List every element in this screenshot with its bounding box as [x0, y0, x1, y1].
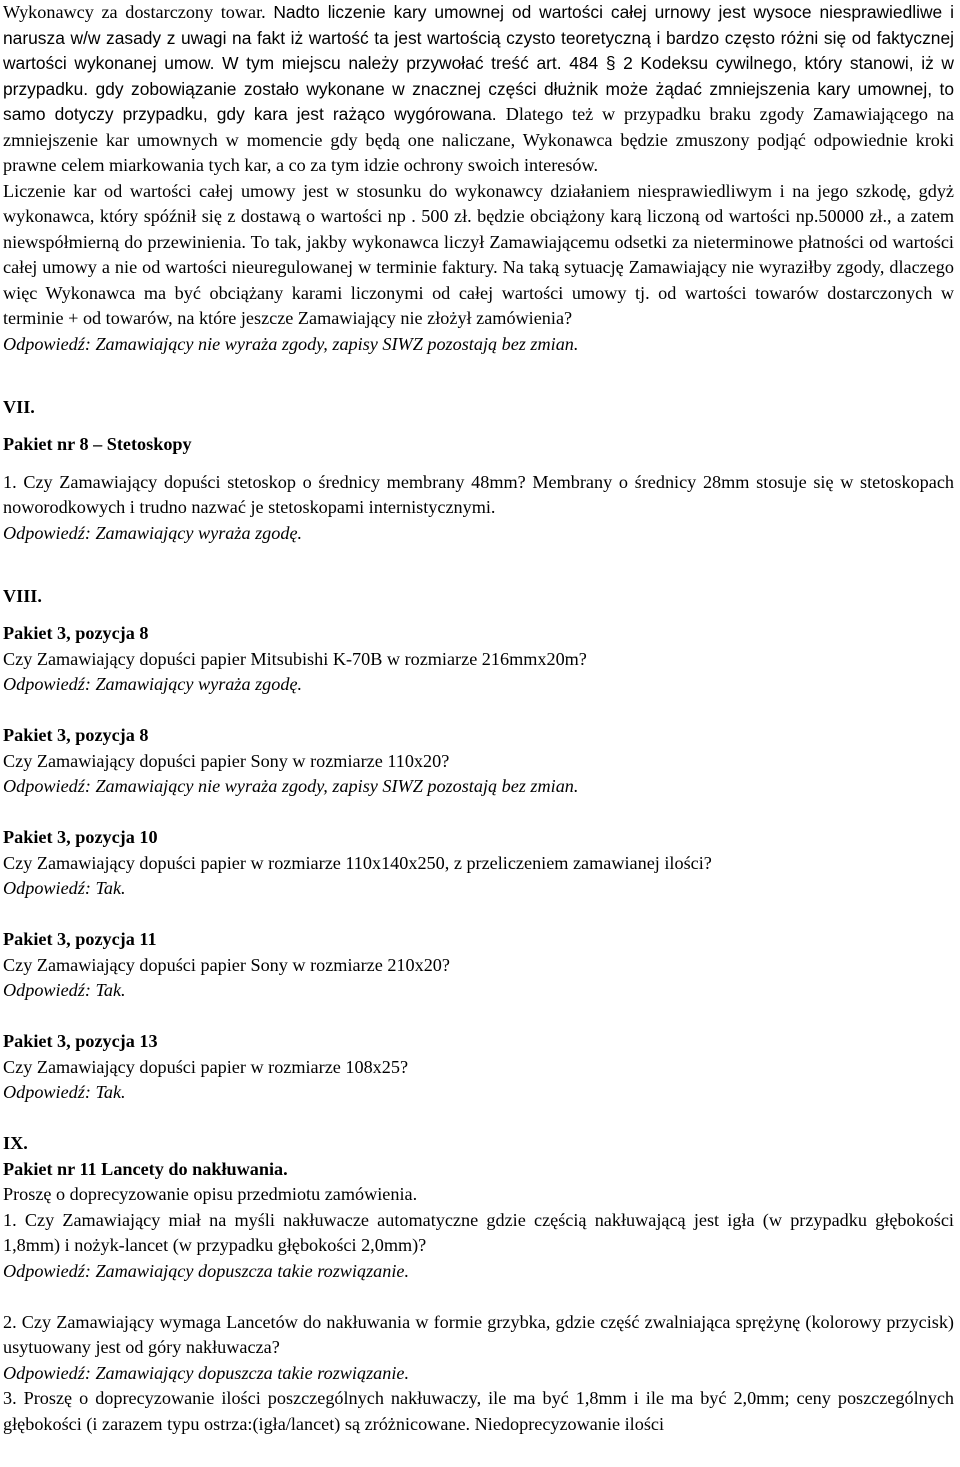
answer-text: Odpowiedź: Zamawiający wyraża zgodę.: [3, 674, 303, 694]
text-run: To tak, jakby wykonawca liczył Zamawiającemu odsetki za nieterminowe płatności od wartości całej umowy a nie od wartości nieuregulowanej w terminie faktury.: [3, 231, 954, 277]
spacer: [3, 546, 954, 572]
spacer: [3, 902, 954, 928]
question-text: 2. Czy Zamawiający wymaga Lancetów do nakłuwania w formie grzybka, gdzie część zwalniająca sprężynę (kolorowy przycisk) usytuowany jest od góry nakłuwacza?: [3, 1311, 954, 1357]
text-run-sans: Nadto liczenie kary umownej od wartości całej urnowy jest wysoce niesprawiedliwe i narusza w/w zasady z uwagi na fakt iż wartość ta jest wartością czysto teoretyczną i bardzo często różni się od faktycznej wartości wykonanej umow. W tym miejscu należy przywołać treść art. 484 § 2 Kodeksu cywilnego, który stanowi, iż w przypadku.: [3, 2, 954, 99]
qa-item: [3, 723, 954, 800]
question-text: Czy Zamawiający dopuści papier Mitsubishi K-70B w rozmiarze 216mmx20m?: [3, 648, 587, 669]
text-run: 1. Czy Zamawiający dopuści stetoskop o średnicy membrany 48mm?: [3, 471, 533, 492]
item-title: Pakiet 3, pozycja 11: [3, 929, 157, 949]
section-numeral: IX.: [3, 1133, 28, 1153]
text-run: Membrany o średnicy 28mm stosuje się w stetoskopach noworodkowych i trudno nazwać je stetoskopami internistycznymi.: [3, 471, 954, 517]
text-run-sans: gdy zobowiązanie zostało wykonane w znacznej części dłużnik może żądać zmniejszenia kary umownej, to samo dotyczy przypadku, gdy kara jest rażąco wygórowana.: [3, 78, 954, 124]
section-title: Pakiet nr 8 – Stetoskopy: [3, 434, 192, 454]
text-run: Liczenie kar od wartości całej umowy jest w stosunku do wykonawcy działaniem niesprawiedliwym i na jego szkodę, gdyż wykonawca, który spóźnił się z dostawą o wartości np . 500 zł. będzie obciążony karą liczoną od wartości np.50000 zł., a zatem niewspółmierną do przewinienia.: [3, 180, 954, 252]
answer-text: Odpowiedź: Zamawiający nie wyraża zgody, zapisy SIWZ pozostają bez zmian.: [3, 333, 579, 354]
qa-item: [3, 1029, 954, 1106]
spacer: [3, 1004, 954, 1030]
question-text: Czy Zamawiający dopuści papier Sony w rozmiarze 110x20?: [3, 750, 450, 771]
text-run: Na taką sytuację Zamawiający nie wyraziłby zgody, dlaczego więc Wykonawca ma być obciążany karami liczonymi od całej wartości umowy tj. od wartości towarów dostarczonych w terminie + od towarów, na które jeszcze Zamawiający nie złożył zamówienia?: [3, 257, 954, 328]
paragraph-penalty-2: [3, 179, 954, 332]
question-text: 3. Proszę o doprecyzowanie ilości poszczególnych nakłuwaczy, ile ma być 1,8mm i ile ma być 2,0mm; ceny poszczególnych głębokości (i zarazem typu ostrza:(igła/lancet) są zróżnicowane. Niedoprecyzowanie ilości: [3, 1388, 954, 1434]
text-run: Dlatego też w przypadku braku zgody Zamawiającego na zmniejszenie kar umownych w momencie gdy będą one naliczane, Wykonawca będzie zmuszony podjąć odpowiednie kroki prawne celem miarkowania tych kar, a co za tym idzie ochrony swoich interesów.: [3, 104, 954, 175]
spacer: [3, 572, 954, 584]
section-numeral: VIII.: [3, 585, 42, 606]
request-text: Proszę o doprecyzowanie opisu przedmiotu zamówienia.: [3, 1184, 418, 1204]
qa-item: [3, 825, 954, 902]
spacer: [3, 1284, 954, 1310]
answer-text: Odpowiedź: Zamawiający dopuszcza takie rozwiązanie.: [3, 1362, 410, 1383]
item-title: Pakiet 3, pozycja 8: [3, 623, 149, 643]
spacer: [3, 1106, 954, 1132]
spacer: [3, 698, 954, 724]
question-text: 1. Czy Zamawiający miał na myśli nakłuwacze automatyczne gdzie częścią nakłuwającą jest igła (w przypadku głębokości 1,8mm) i nożyk-lancet (w przypadku głębokości 2,0mm)?: [3, 1209, 954, 1255]
spacer: [3, 357, 954, 383]
answer-text: Odpowiedź: Zamawiający dopuszcza takie rozwiązanie.: [3, 1260, 410, 1281]
answer-text: Odpowiedź: Tak.: [3, 1082, 126, 1102]
answer-text: Odpowiedź: Tak.: [3, 980, 126, 1000]
question-text: Czy Zamawiający dopuści papier w rozmiarze 108x25?: [3, 1056, 409, 1077]
item-title: Pakiet 3, pozycja 13: [3, 1031, 158, 1051]
answer-text: Odpowiedź: Tak.: [3, 878, 126, 898]
qa-item: [3, 621, 954, 698]
question-text: Czy Zamawiający dopuści papier Sony w rozmiarze 210x20?: [3, 954, 450, 975]
section-numeral: VII.: [3, 396, 35, 417]
spacer: [3, 458, 954, 470]
paragraph-penalty-1: [3, 0, 954, 179]
spacer: [3, 383, 954, 395]
question-text: [3, 470, 954, 521]
qa-item: [3, 927, 954, 1004]
item-title: Pakiet 3, pozycja 10: [3, 827, 158, 847]
item-title: Pakiet 3, pozycja 8: [3, 725, 149, 745]
answer-text: Odpowiedź: Zamawiający nie wyraża zgody, zapisy SIWZ pozostają bez zmian.: [3, 776, 579, 796]
question-text: Czy Zamawiający dopuści papier w rozmiarze 110x140x250, z przeliczeniem zamawianej ilości?: [3, 852, 712, 873]
text-run: Wykonawcy za dostarczony towar.: [3, 2, 274, 22]
section-title: Pakiet nr 11 Lancety do nakłuwania.: [3, 1158, 288, 1179]
spacer: [3, 800, 954, 826]
answer-text: Odpowiedź: Zamawiający wyraża zgodę.: [3, 522, 303, 543]
spacer: [3, 420, 954, 432]
spacer: [3, 609, 954, 621]
